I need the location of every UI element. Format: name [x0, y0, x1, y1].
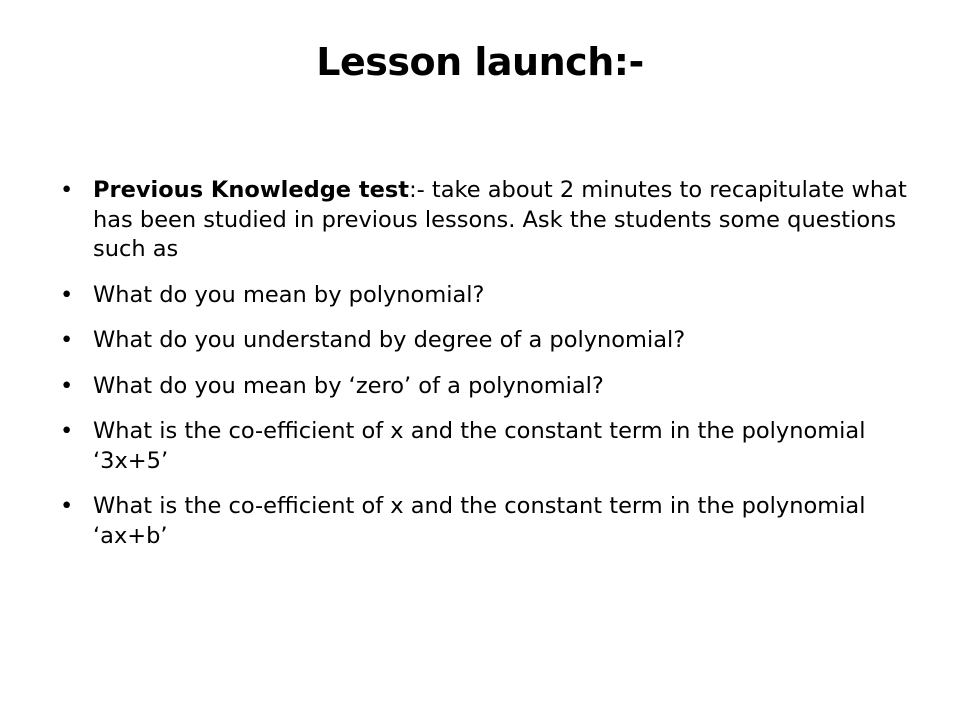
bullet-text	[93, 177, 907, 262]
bullet-icon: •	[60, 372, 74, 399]
bullet-bold-label: Previous Knowledge test	[93, 177, 410, 203]
bullet-body: :- take about 2 minutes to recapitulate what has been studied in previous lessons. Ask the students some questions such as	[93, 177, 907, 262]
bullet-text: What do you mean by polynomial?	[93, 281, 485, 308]
bullet-item-coefficient-3x5	[60, 417, 910, 476]
bullet-icon: •	[60, 281, 74, 308]
bullet-text: What is the co-efficient of x and the constant term in the polynomial ‘3x+5’	[93, 418, 866, 474]
bullet-text: What do you understand by degree of a polynomial?	[93, 327, 686, 353]
bullet-icon: •	[60, 493, 74, 519]
bullet-item-previous-knowledge	[60, 176, 910, 265]
bullet-text: What do you mean by ‘zero’ of a polynomial?	[93, 372, 604, 399]
bullet-icon: •	[60, 327, 74, 353]
bullet-item-zero	[60, 372, 910, 402]
bullet-list	[60, 176, 910, 567]
bullet-icon: •	[60, 418, 74, 444]
bullet-item-coefficient-axb	[60, 492, 910, 551]
bullet-icon: •	[60, 177, 74, 203]
bullet-item-degree	[60, 326, 910, 356]
bullet-text: What is the co-efficient of x and the constant term in the polynomial ‘ax+b’	[93, 493, 866, 549]
bullet-item-polynomial	[60, 281, 910, 311]
slide-title: Lesson launch:-	[316, 40, 644, 84]
